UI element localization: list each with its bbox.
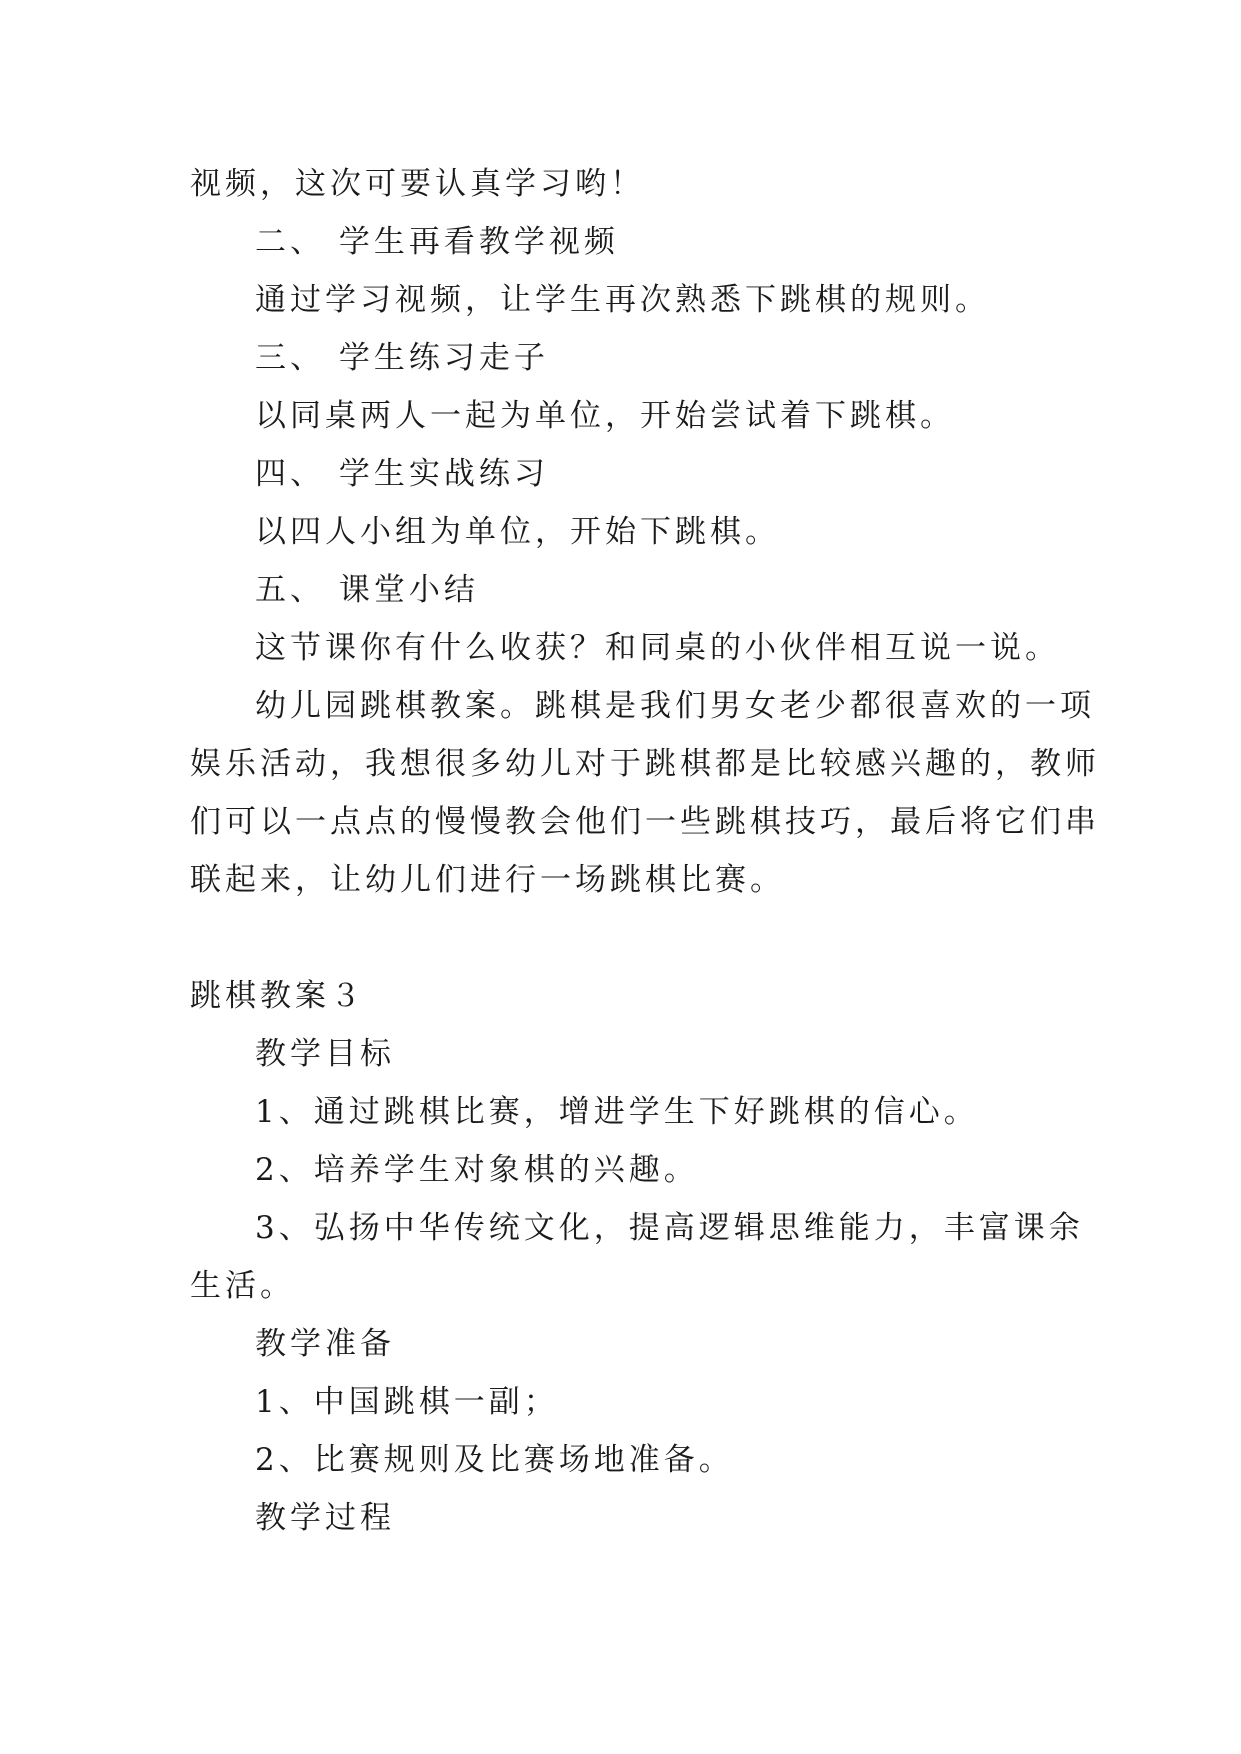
section-heading: 五、 课堂小结: [255, 572, 479, 608]
text-line: 以同桌两人一起为单位，开始尝试着下跳棋。: [255, 398, 955, 434]
section-heading: 教学过程: [255, 1500, 395, 1536]
text-line: 这节课你有什么收获？和同桌的小伙伴相互说一说。: [255, 630, 1060, 666]
list-item: 1、中国跳棋一副；: [255, 1384, 559, 1420]
section-heading: 二、 学生再看教学视频: [255, 224, 619, 260]
section-heading: 四、 学生实战练习: [255, 456, 549, 492]
list-item: 2、培养学生对象棋的兴趣。: [255, 1152, 699, 1188]
list-item-continuation: 生活。: [190, 1268, 295, 1304]
paragraph-line: 们可以一点点的慢慢教会他们一些跳棋技巧，最后将它们串: [190, 804, 1100, 840]
list-item: 3、弘扬中华传统文化，提高逻辑思维能力，丰富课余: [255, 1210, 1084, 1246]
list-item: 1、通过跳棋比赛，增进学生下好跳棋的信心。: [255, 1094, 979, 1130]
list-item: 2、比赛规则及比赛场地准备。: [255, 1442, 734, 1478]
text-line: 视频，这次可要认真学习哟！: [190, 166, 645, 202]
paragraph-line: 娱乐活动，我想很多幼儿对于跳棋都是比较感兴趣的，教师: [190, 746, 1100, 782]
section-heading: 三、 学生练习走子: [255, 340, 549, 376]
paragraph-line: 联起来，让幼儿们进行一场跳棋比赛。: [190, 862, 785, 898]
paragraph-line: 幼儿园跳棋教案。跳棋是我们男女老少都很喜欢的一项: [255, 688, 1095, 724]
text-line: 以四人小组为单位，开始下跳棋。: [255, 514, 780, 550]
section-heading: 教学目标: [255, 1036, 395, 1072]
section-heading: 教学准备: [255, 1326, 395, 1362]
text-line: 通过学习视频，让学生再次熟悉下跳棋的规则。: [255, 282, 990, 318]
document-title: 跳棋教案３: [190, 978, 365, 1014]
